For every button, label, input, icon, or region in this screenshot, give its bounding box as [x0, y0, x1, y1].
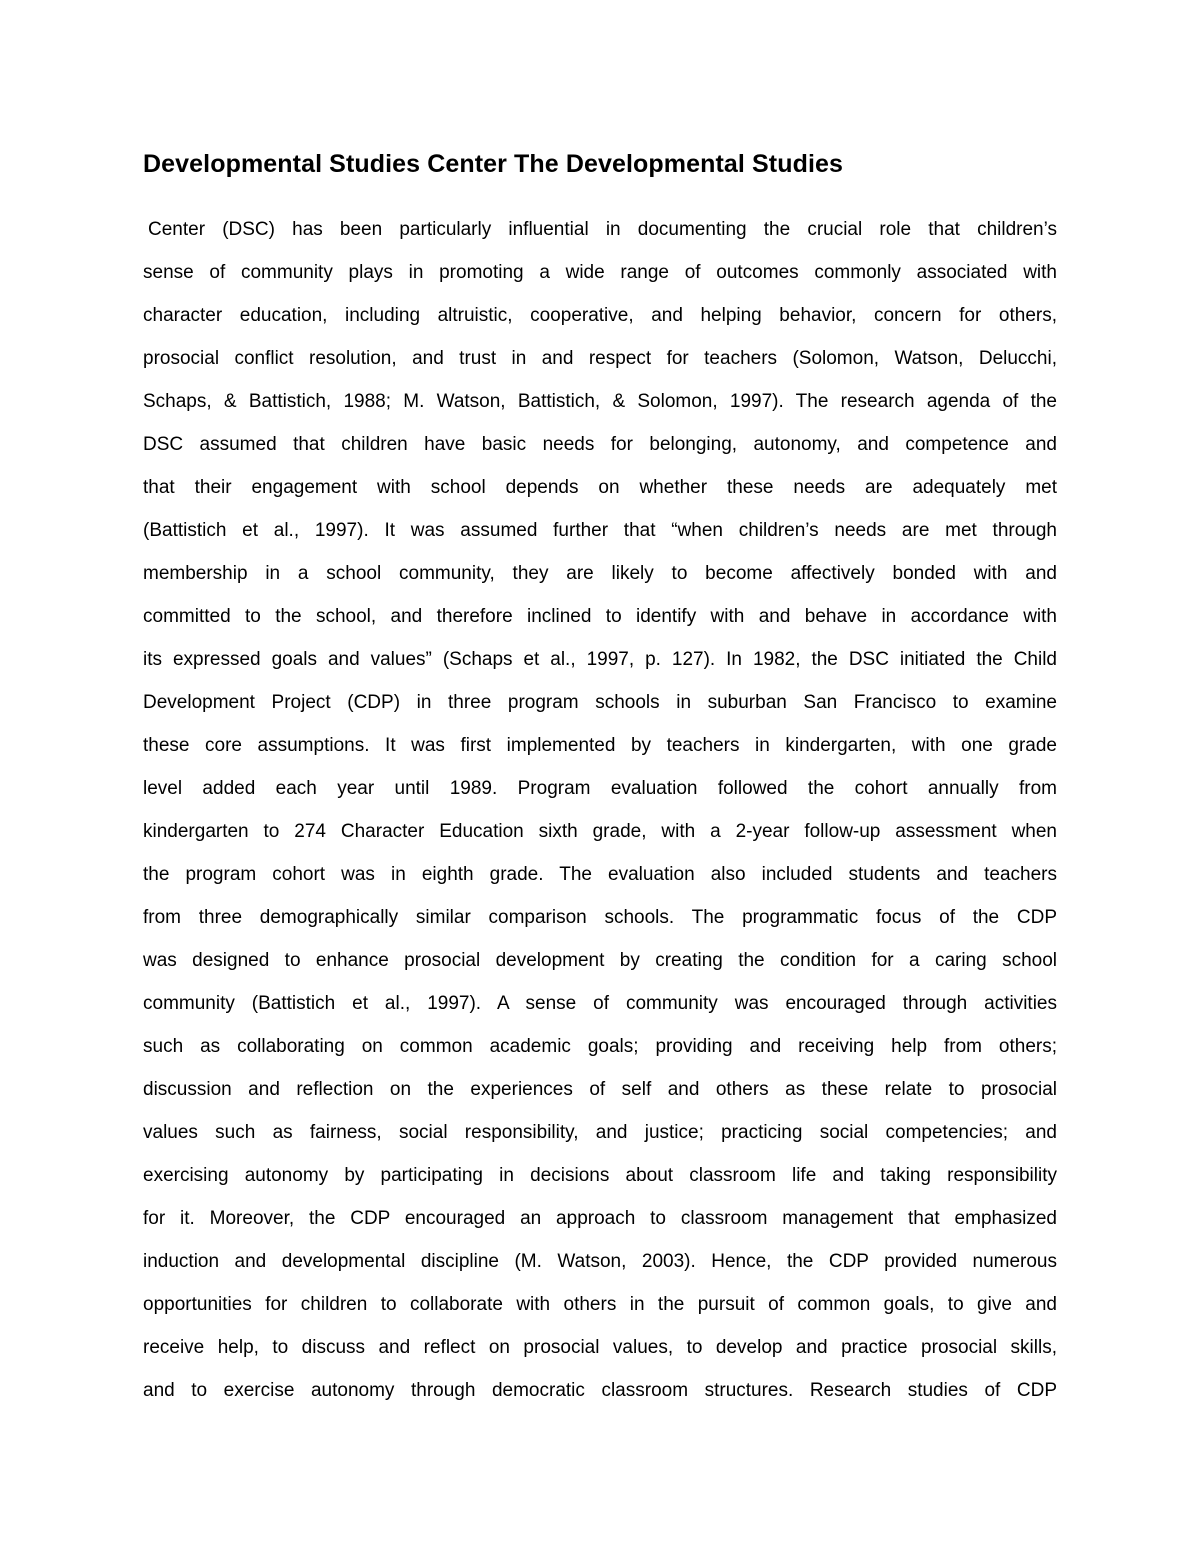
body-line: the program cohort was in eighth grade. The evaluation also included students and teachers	[143, 864, 1057, 885]
body-line: these core assumptions. It was first implemented by teachers in kindergarten, with one grade	[143, 735, 1057, 756]
body-line: that their engagement with school depends on whether these needs are adequately met	[143, 477, 1057, 498]
body-line: for it. Moreover, the CDP encouraged an approach to classroom management that emphasized	[143, 1208, 1057, 1229]
body-line: Center (DSC) has been particularly influential in documenting the crucial role that children’s	[148, 219, 1057, 240]
body-line: values such as fairness, social responsibility, and justice; practicing social competencies; and	[143, 1122, 1057, 1143]
body-line: discussion and reflection on the experiences of self and others as these relate to prosocial	[143, 1079, 1057, 1100]
document-title: Developmental Studies Center The Developmental Studies	[143, 150, 844, 178]
body-line: was designed to enhance prosocial development by creating the condition for a caring school	[143, 950, 1057, 971]
body-line: DSC assumed that children have basic needs for belonging, autonomy, and competence and	[143, 434, 1057, 455]
body-line: and to exercise autonomy through democratic classroom structures. Research studies of CDP	[143, 1380, 1057, 1401]
body-line: receive help, to discuss and reflect on prosocial values, to develop and practice prosocial skills,	[143, 1337, 1057, 1358]
body-line: committed to the school, and therefore inclined to identify with and behave in accordance with	[143, 606, 1057, 627]
body-line: membership in a school community, they are likely to become affectively bonded with and	[143, 563, 1057, 584]
body-line: prosocial conflict resolution, and trust in and respect for teachers (Solomon, Watson, Delucchi,	[143, 348, 1057, 369]
body-line: Schaps, & Battistich, 1988; M. Watson, Battistich, & Solomon, 1997). The research agenda of the	[143, 391, 1057, 412]
body-line: from three demographically similar comparison schools. The programmatic focus of the CDP	[143, 907, 1057, 928]
body-line: its expressed goals and values” (Schaps et al., 1997, p. 127). In 1982, the DSC initiated the Child	[143, 649, 1057, 670]
body-line: sense of community plays in promoting a wide range of outcomes commonly associated with	[143, 262, 1057, 283]
body-line: exercising autonomy by participating in decisions about classroom life and taking responsibility	[143, 1165, 1057, 1186]
body-line: (Battistich et al., 1997). It was assumed further that “when children’s needs are met through	[143, 520, 1057, 541]
body-line: opportunities for children to collaborate with others in the pursuit of common goals, to give and	[143, 1294, 1057, 1315]
body-line: induction and developmental discipline (M. Watson, 2003). Hence, the CDP provided numerous	[143, 1251, 1057, 1272]
body-line: kindergarten to 274 Character Education sixth grade, with a 2-year follow-up assessment when	[143, 821, 1057, 842]
body-line: level added each year until 1989. Program evaluation followed the cohort annually from	[143, 778, 1057, 799]
body-line: character education, including altruistic, cooperative, and helping behavior, concern for others,	[143, 305, 1057, 326]
body-line: Development Project (CDP) in three program schools in suburban San Francisco to examine	[143, 692, 1057, 713]
body-line: such as collaborating on common academic goals; providing and receiving help from others;	[143, 1036, 1057, 1057]
body-line: community (Battistich et al., 1997). A sense of community was encouraged through activities	[143, 993, 1057, 1014]
